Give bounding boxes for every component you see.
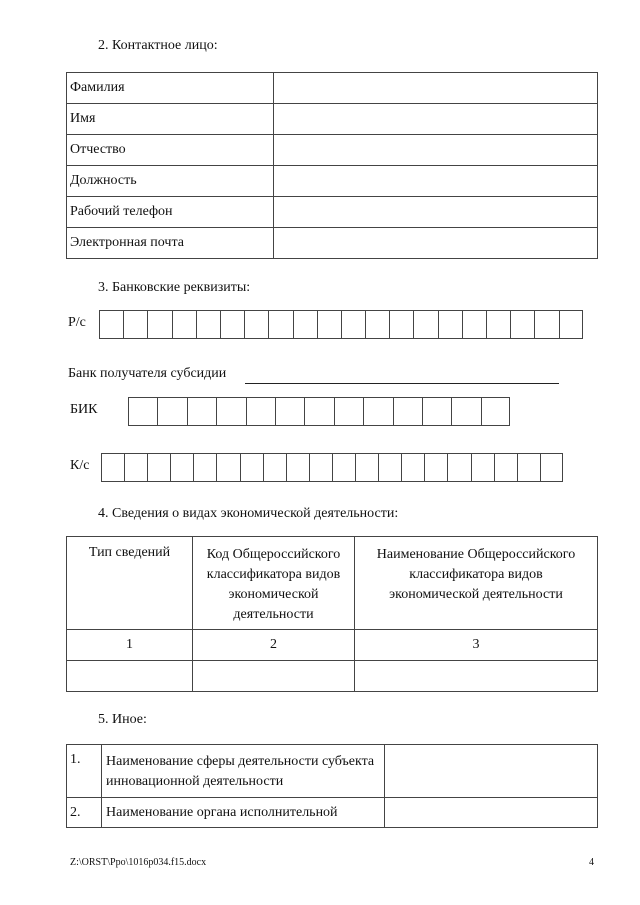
other-row-2-label: Наименование органа исполнительной	[102, 798, 385, 828]
bik-digit-cell[interactable]	[393, 397, 422, 426]
rs-digit-cell[interactable]	[559, 310, 583, 339]
ks-digit-cell[interactable]	[147, 453, 170, 482]
ks-digit-cell[interactable]	[101, 453, 124, 482]
column-number-2: 2	[193, 630, 355, 661]
bik-digit-cell[interactable]	[363, 397, 392, 426]
contact-label-position: Должность	[67, 166, 274, 197]
economic-activity-table	[66, 536, 598, 692]
contact-label-name: Имя	[67, 104, 274, 135]
column-number-1: 1	[67, 630, 193, 661]
rs-digit-cell[interactable]	[293, 310, 317, 339]
rs-digit-cell[interactable]	[147, 310, 171, 339]
contact-label-patronymic: Отчество	[67, 135, 274, 166]
rs-digit-cell[interactable]	[341, 310, 365, 339]
contact-field-patronymic[interactable]	[274, 135, 598, 166]
rs-digit-cell[interactable]	[268, 310, 292, 339]
rs-digit-cell[interactable]	[534, 310, 558, 339]
bik-digit-cell[interactable]	[451, 397, 480, 426]
column-number-3: 3	[355, 630, 598, 661]
other-info-table	[66, 744, 598, 828]
ks-digit-cell[interactable]	[378, 453, 401, 482]
bik-digit-cell[interactable]	[246, 397, 275, 426]
bank-label: Банк получателя субсидии	[68, 366, 227, 381]
other-row-2-field[interactable]	[385, 798, 598, 828]
rs-account-cells	[99, 310, 583, 339]
bik-digit-cell[interactable]	[304, 397, 333, 426]
other-row-2-number: 2.	[67, 798, 102, 828]
contact-label-work-phone: Рабочий телефон	[67, 197, 274, 228]
other-row-1-field[interactable]	[385, 745, 598, 798]
ks-digit-cell[interactable]	[355, 453, 378, 482]
contact-field-surname[interactable]	[274, 73, 598, 104]
ks-label: К/с	[70, 458, 90, 473]
header-info-type: Тип сведений	[67, 537, 193, 630]
rs-digit-cell[interactable]	[438, 310, 462, 339]
ks-account-cells	[101, 453, 563, 482]
other-row-1-number: 1.	[67, 745, 102, 798]
ks-digit-cell[interactable]	[471, 453, 494, 482]
okved-code-field[interactable]	[193, 661, 355, 692]
rs-digit-cell[interactable]	[462, 310, 486, 339]
section-5-title: 5. Иное:	[98, 712, 147, 727]
rs-digit-cell[interactable]	[172, 310, 196, 339]
ks-digit-cell[interactable]	[517, 453, 540, 482]
ks-digit-cell[interactable]	[286, 453, 309, 482]
page-number: 4	[589, 857, 594, 868]
bik-cells	[128, 397, 510, 426]
contact-field-work-phone[interactable]	[274, 197, 598, 228]
ks-digit-cell[interactable]	[216, 453, 239, 482]
ks-digit-cell[interactable]	[540, 453, 563, 482]
contact-field-email[interactable]	[274, 228, 598, 259]
bik-digit-cell[interactable]	[275, 397, 304, 426]
section-3-title: 3. Банковские реквизиты:	[98, 280, 251, 295]
bank-name-field[interactable]	[245, 368, 559, 384]
ks-digit-cell[interactable]	[494, 453, 517, 482]
ks-digit-cell[interactable]	[309, 453, 332, 482]
ks-digit-cell[interactable]	[170, 453, 193, 482]
rs-digit-cell[interactable]	[317, 310, 341, 339]
rs-digit-cell[interactable]	[196, 310, 220, 339]
rs-digit-cell[interactable]	[244, 310, 268, 339]
header-okved-code: Код Общероссийского классификатора видов экономической деятельности	[193, 537, 355, 630]
contact-label-email: Электронная почта	[67, 228, 274, 259]
bik-digit-cell[interactable]	[187, 397, 216, 426]
rs-digit-cell[interactable]	[99, 310, 123, 339]
contact-field-name[interactable]	[274, 104, 598, 135]
ks-digit-cell[interactable]	[424, 453, 447, 482]
other-row-1-label: Наименование сферы деятельности субъекта инновационной деятельности	[102, 745, 385, 798]
ks-digit-cell[interactable]	[447, 453, 470, 482]
okved-name-field[interactable]	[355, 661, 598, 692]
rs-digit-cell[interactable]	[510, 310, 534, 339]
bik-digit-cell[interactable]	[128, 397, 157, 426]
rs-label: Р/с	[68, 315, 86, 330]
bik-digit-cell[interactable]	[422, 397, 451, 426]
rs-digit-cell[interactable]	[220, 310, 244, 339]
info-type-field[interactable]	[67, 661, 193, 692]
bik-digit-cell[interactable]	[157, 397, 186, 426]
ks-digit-cell[interactable]	[401, 453, 424, 482]
contact-field-position[interactable]	[274, 166, 598, 197]
ks-digit-cell[interactable]	[193, 453, 216, 482]
rs-digit-cell[interactable]	[365, 310, 389, 339]
ks-digit-cell[interactable]	[263, 453, 286, 482]
section-4-title: 4. Сведения о видах экономической деятельности:	[98, 506, 399, 521]
rs-digit-cell[interactable]	[389, 310, 413, 339]
rs-digit-cell[interactable]	[486, 310, 510, 339]
header-okved-name: Наименование Общероссийского классификатора видов экономической деятельности	[355, 537, 598, 630]
ks-digit-cell[interactable]	[240, 453, 263, 482]
ks-digit-cell[interactable]	[332, 453, 355, 482]
contact-person-table	[66, 72, 598, 259]
contact-label-surname: Фамилия	[67, 73, 274, 104]
bik-digit-cell[interactable]	[216, 397, 245, 426]
bik-label: БИК	[70, 402, 98, 417]
rs-digit-cell[interactable]	[123, 310, 147, 339]
ks-digit-cell[interactable]	[124, 453, 147, 482]
rs-digit-cell[interactable]	[413, 310, 437, 339]
section-2-title: 2. Контактное лицо:	[98, 38, 218, 53]
footer-file-path: Z:\ORST\Ppo\1016p034.f15.docx	[70, 857, 207, 868]
bik-digit-cell[interactable]	[334, 397, 363, 426]
bik-digit-cell[interactable]	[481, 397, 510, 426]
